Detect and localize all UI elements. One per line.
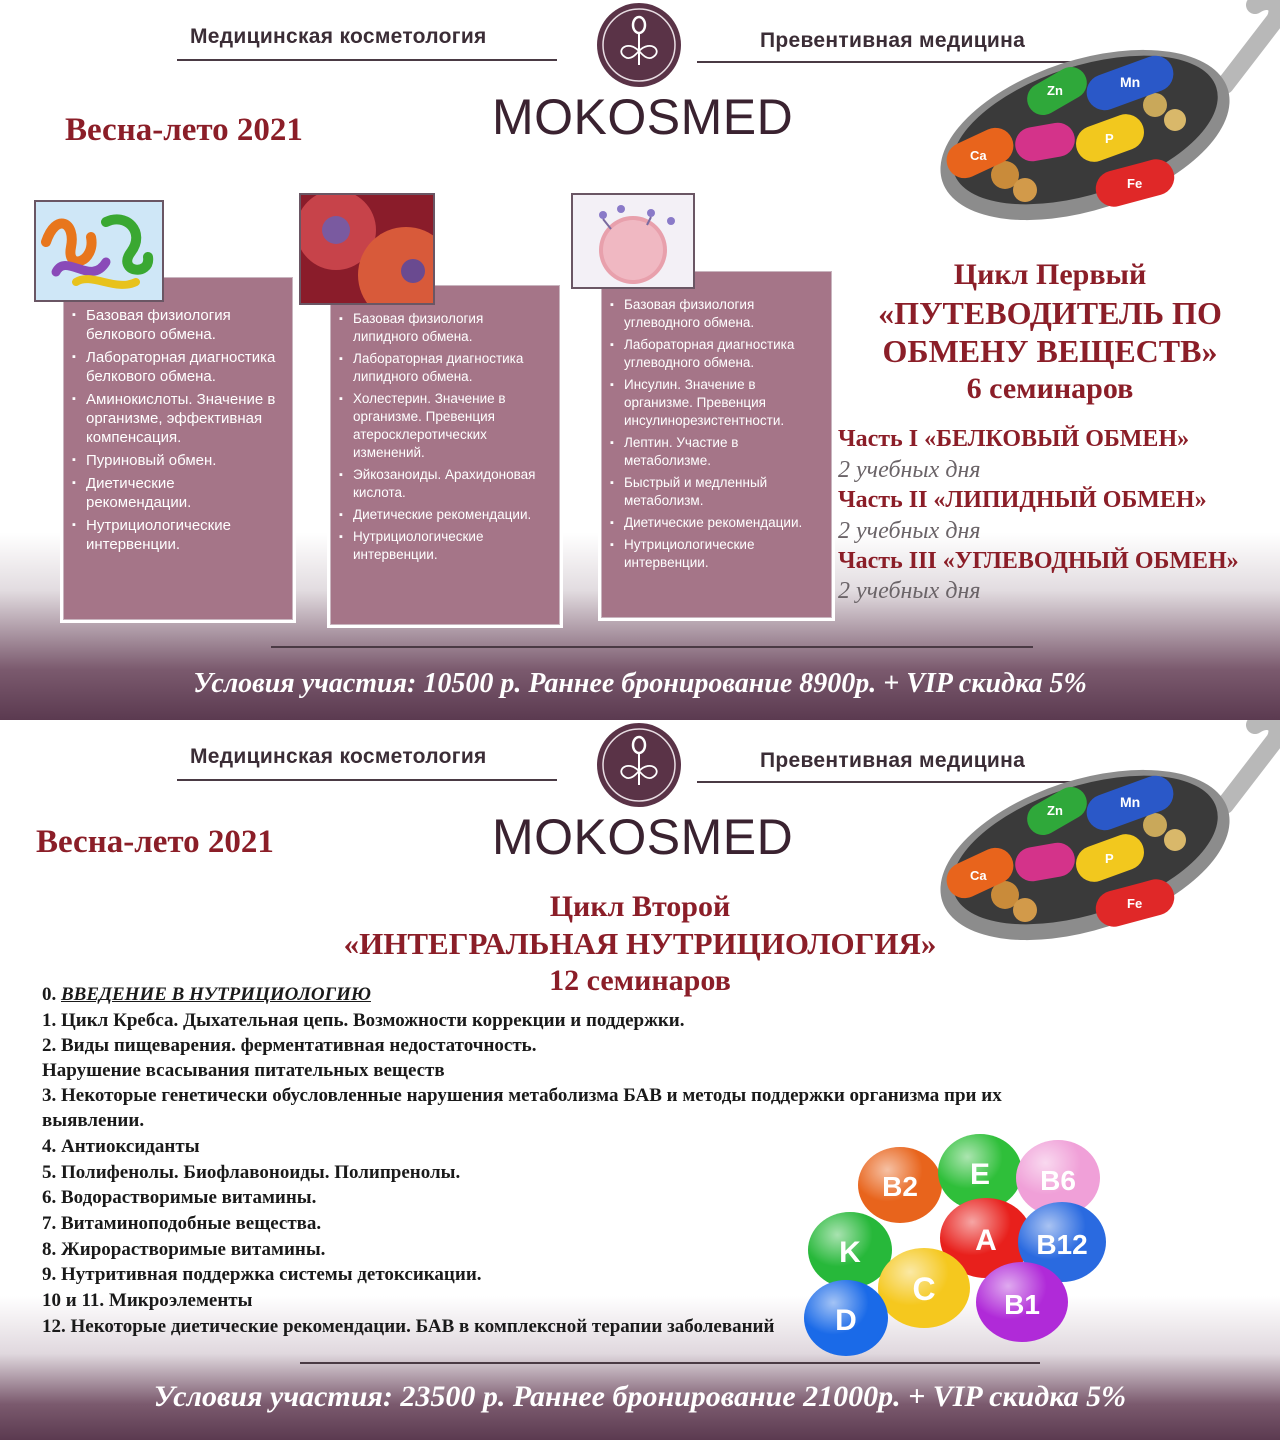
card-item: ▪ Лабораторная диагностика углеводного обмена.: [610, 336, 819, 372]
vitamin-label: A: [975, 1224, 997, 1257]
topic-card-lipid: [330, 285, 560, 625]
header-left-line: [177, 779, 557, 781]
separator-line: [300, 1362, 1040, 1364]
season-label: Весна-лето 2021: [65, 112, 303, 148]
brand-name: MOKOSMED: [492, 809, 794, 865]
topic-intro: [42, 982, 371, 1008]
pill-label: Mn: [1120, 74, 1141, 90]
vitamin-label: B6: [1040, 1165, 1076, 1196]
topic-line: 7. Витаминоподобные вещества.: [42, 1213, 322, 1234]
part-three-days: 2 учебных дня: [838, 578, 981, 604]
logo-icon: [597, 723, 681, 807]
card-item: ▪ Базовая физиология углеводного обмена.: [610, 296, 819, 332]
vitamin-label: E: [969, 1158, 991, 1191]
pill-label: P: [1105, 851, 1114, 866]
topic-line: 8. Жирорастворимые витамины.: [42, 1239, 326, 1260]
card-item: ▪ Диетические рекомендации.: [610, 514, 819, 532]
pill-label: Mn: [1120, 794, 1141, 810]
topic-line: 4. Антиоксиданты: [42, 1136, 200, 1157]
header-right-label: Превентивная медицина: [760, 29, 1026, 52]
topic-line: выявлении.: [42, 1110, 145, 1131]
topic-line: 1. Цикл Кребса. Дыхательная цепь. Возможности коррекции и поддержки.: [42, 1010, 685, 1031]
part-one-days: 2 учебных дня: [838, 457, 981, 483]
card-item: ▪ Холестерин. Значение в организме. Превенция атеросклеротических изменений.: [339, 390, 547, 462]
separator-line: [271, 646, 1033, 648]
topic-line: Нарушение всасывания питательных веществ: [42, 1060, 445, 1081]
header-left-line: [177, 59, 557, 61]
cycle-two-title: [300, 888, 980, 999]
header-left-label: Медицинская косметология: [190, 745, 487, 768]
pill-label: Ca: [970, 148, 987, 163]
card-item: ▪ Эйкозаноиды. Арахидоновая кислота.: [339, 466, 547, 502]
cycle-title-line: 6 семинаров: [966, 372, 1134, 405]
topic-line: 2. Виды пищеварения. ферментативная недостаточность.: [42, 1035, 537, 1056]
vitamin-label: K: [839, 1236, 861, 1269]
topic-line: 5. Полифенолы. Биофлавоноиды. Полипренолы.: [42, 1162, 461, 1183]
carbohydrate-cell-image: [571, 193, 695, 289]
pill-label: Fe: [1127, 176, 1143, 191]
cycle-one-title: [840, 256, 1260, 408]
card-item: ▪ Нутрициологические интервенции.: [610, 536, 819, 572]
part-two-days: 2 учебных дня: [838, 518, 981, 544]
panel-cycle-two: [0, 720, 1280, 1440]
lipid-cell-image: [299, 193, 435, 305]
participation-terms: Условия участия: 23500 р. Раннее бронирование 21000р. + VIP скидка 5%: [153, 1380, 1127, 1413]
part-one-name: Часть I «БЕЛКОВЫЙ ОБМЕН»: [838, 426, 1190, 452]
season-label: Весна-лето 2021: [36, 824, 274, 860]
protein-molecule-image: [34, 200, 164, 302]
card-item: ▪ Нутрициологические интервенции.: [339, 528, 547, 564]
pill-label: Ca: [970, 868, 987, 883]
header-right-label: Превентивная медицина: [760, 749, 1026, 772]
topic-line: 10 и 11. Микроэлементы: [42, 1290, 253, 1311]
pill-label: Zn: [1047, 803, 1063, 818]
card-item: ▪ Нутрициологические интервенции.: [72, 516, 280, 554]
vitamin-capsules-image: [800, 1130, 1120, 1360]
card-item: ▪ Лептин. Участие в метаболизме.: [610, 434, 819, 470]
logo-icon: [597, 3, 681, 87]
participation-terms: Условия участия: 10500 р. Раннее бронирование 8900р. + VIP скидка 5%: [193, 668, 1087, 699]
cycle-title-line: Цикл Второй: [549, 890, 731, 923]
cycle-title-line: ОБМЕНУ ВЕЩЕСТВ»: [882, 333, 1218, 369]
card-item: ▪ Быстрый и медленный метаболизм.: [610, 474, 819, 510]
topic-line: 3. Некоторые генетически обусловленные нарушения метаболизма БАВ и методы поддержки организма при их: [42, 1085, 1002, 1106]
card-item: ▪ Диетические рекомендации.: [72, 474, 280, 512]
topic-card-carbohydrate: [601, 271, 832, 618]
card-item: ▪ Базовая физиология белкового обмена.: [72, 306, 280, 344]
vitamin-label: C: [912, 1271, 936, 1307]
topic-line: 12. Некоторые диетические рекомендации. БАВ в комплексной терапии заболеваний: [42, 1316, 775, 1337]
topic-intro-number: 0.: [42, 984, 57, 1005]
cycle-title-line: 12 семинаров: [549, 964, 731, 997]
card-item: ▪ Базовая физиология липидного обмена.: [339, 310, 547, 346]
card-item: ▪ Лабораторная диагностика липидного обмена.: [339, 350, 547, 386]
topic-line: 6. Водорастворимые витамины.: [42, 1187, 317, 1208]
pill-label: Fe: [1127, 896, 1143, 911]
brand-name: MOKOSMED: [492, 89, 794, 145]
card-item: ▪ Аминокислоты. Значение в организме, эффективная компенсация.: [72, 390, 280, 447]
vitamin-label: B1: [1004, 1289, 1040, 1320]
cycle-title-line: «ПУТЕВОДИТЕЛЬ ПО: [878, 295, 1222, 331]
cycle-title-line: «ИНТЕГРАЛЬНАЯ НУТРИЦИОЛОГИЯ»: [343, 926, 937, 961]
pill-label: P: [1105, 131, 1114, 146]
vitamin-label: B12: [1036, 1229, 1088, 1260]
vitamin-label: D: [835, 1304, 857, 1337]
cycle-title-line: Цикл Первый: [953, 258, 1147, 291]
pill-spoon-image: [925, 0, 1280, 235]
topic-card-protein: [63, 277, 293, 620]
card-item: ▪ Пуриновый обмен.: [72, 451, 280, 470]
card-item: ▪ Инсулин. Значение в организме. Превенция инсулинорезистентности.: [610, 376, 819, 430]
vitamin-label: B2: [882, 1171, 918, 1202]
topic-intro-text: ВВЕДЕНИЕ В НУТРИЦИОЛОГИЮ: [61, 984, 371, 1005]
pill-label: Zn: [1047, 83, 1063, 98]
card-item: ▪ Диетические рекомендации.: [339, 506, 547, 524]
part-two-name: Часть II «ЛИПИДНЫЙ ОБМЕН»: [838, 487, 1207, 513]
part-three-name: Часть III «УГЛЕВОДНЫЙ ОБМЕН»: [838, 548, 1239, 574]
card-item: ▪ Лабораторная диагностика белкового обмена.: [72, 348, 280, 386]
topic-line: 9. Нутритивная поддержка системы детоксикации.: [42, 1264, 482, 1285]
header-left-label: Медицинская косметология: [190, 25, 487, 48]
